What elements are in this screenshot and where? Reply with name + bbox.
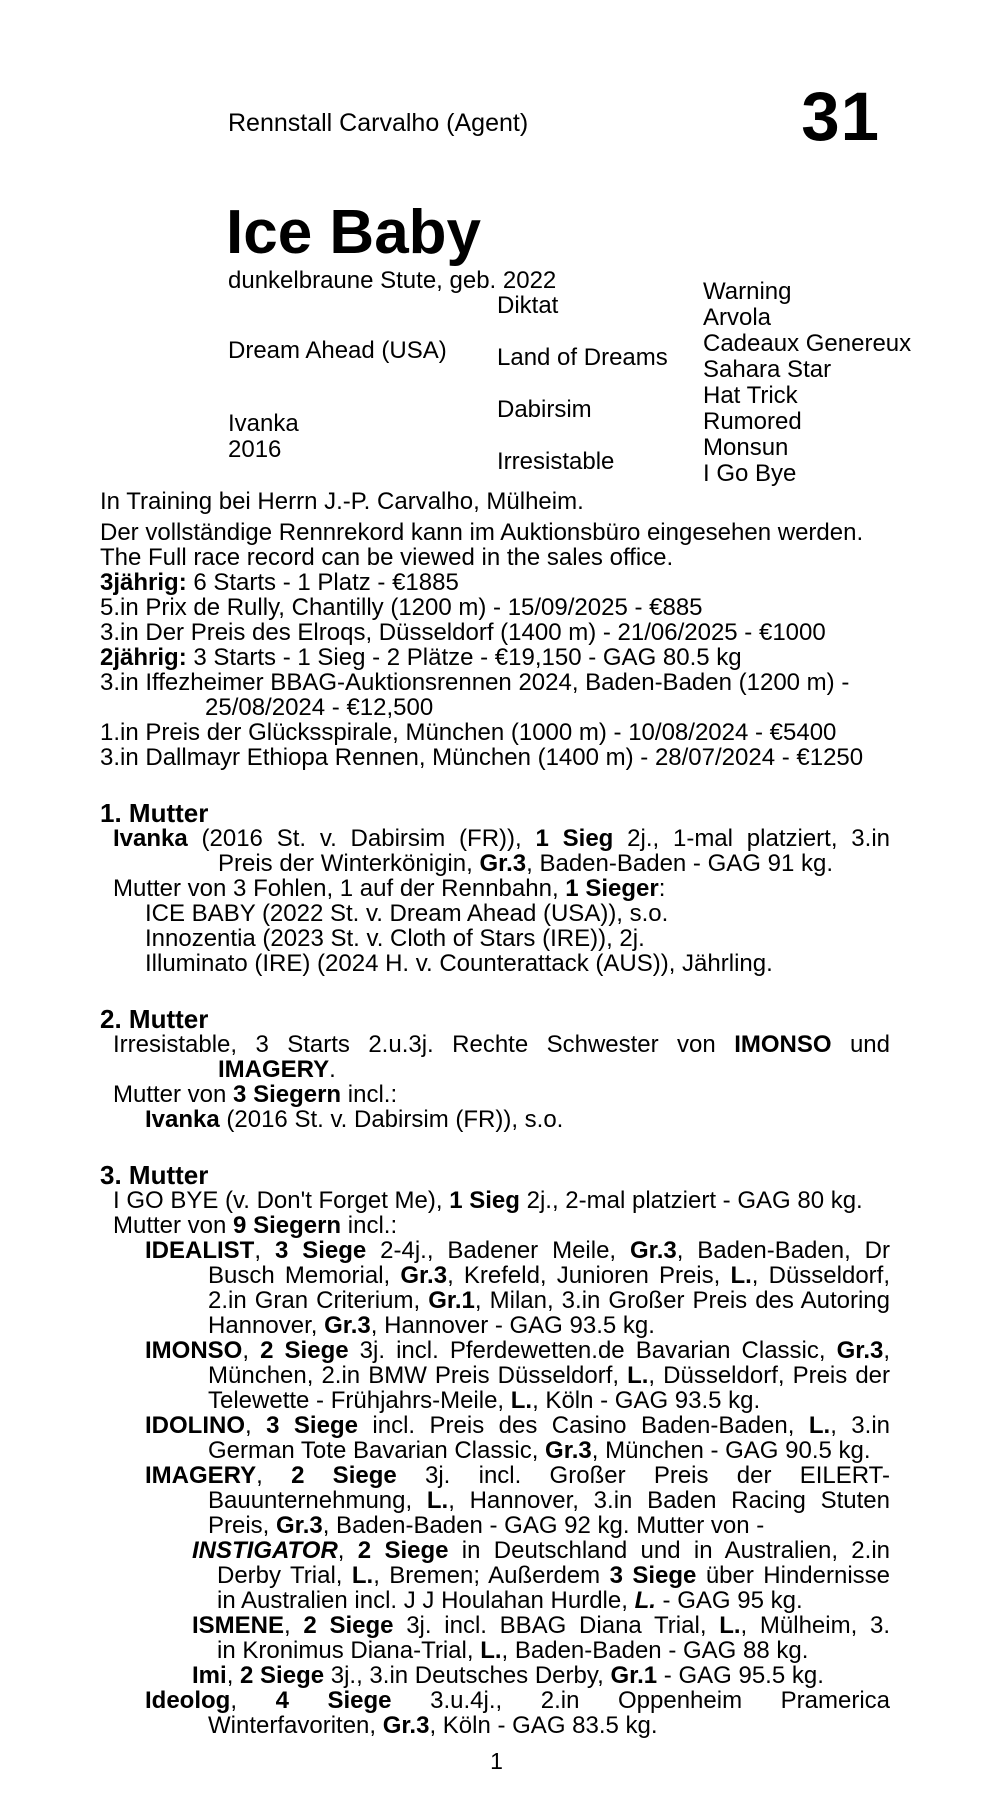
- text-line: Imi, 2 Siege 3j., 3.in Deutsches Derby, Gr.1 - GAG 95.5 kg.: [192, 1662, 824, 1689]
- text-line: 3.in Dallmayr Ethiopa Rennen, München (1400 m) - 28/07/2024 - €1250: [100, 744, 864, 771]
- pedigree-ancestor: I Go Bye: [703, 460, 797, 487]
- text-line: German Tote Bavarian Classic, Gr.3, München - GAG 90.5 kg.: [208, 1437, 871, 1464]
- pedigree-ancestor: Sahara Star: [703, 356, 832, 383]
- pedigree-dam-year: 2016: [228, 436, 282, 463]
- pedigree-dam-dam: Irresistable: [497, 448, 615, 475]
- dam-3-section: [100, 1188, 890, 1738]
- pedigree-sire-name: Dream Ahead (USA): [228, 337, 447, 364]
- text-line: Busch Memorial, Gr.3, Krefeld, Junioren Preis, L., Düsseldorf,: [208, 1262, 890, 1289]
- pedigree-dam-sire: Dabirsim: [497, 396, 592, 423]
- text-line: 25/08/2024 - €12,500: [205, 694, 434, 721]
- text-line: 3.in Der Preis des Elroqs, Düsseldorf (1400 m) - 21/06/2025 - €1000: [100, 619, 826, 646]
- text-line: Irresistable, 3 Starts 2.u.3j. Rechte Schwester von IMONSO und: [113, 1031, 890, 1058]
- text-line: IMAGERY, 2 Siege 3j. incl. Großer Preis der EILERT-: [145, 1462, 890, 1489]
- text-line: 3jährig: 6 Starts - 1 Platz - €1885: [100, 569, 459, 596]
- text-line: Derby Trial, L., Bremen; Außerdem 3 Siege über Hindernisse: [217, 1562, 890, 1589]
- text-line: Ideolog, 4 Siege 3.u.4j., 2.in Oppenheim Pramerica: [145, 1687, 890, 1714]
- text-line: Der vollständige Rennrekord kann im Auktionsbüro eingesehen werden.: [100, 519, 864, 546]
- body-content: [100, 489, 890, 1738]
- text-line: Preis, Gr.3, Baden-Baden - GAG 92 kg. Mutter von -: [208, 1512, 765, 1539]
- text-line: Mutter von 3 Siegern incl.:: [113, 1081, 398, 1108]
- text-line: Illuminato (IRE) (2024 H. v. Counterattack (AUS)), Jährling.: [145, 950, 773, 977]
- consignor-name: Rennstall Carvalho (Agent): [228, 109, 529, 137]
- pedigree-ancestor: Monsun: [703, 434, 789, 461]
- text-line: 5.in Prix de Rully, Chantilly (1200 m) - 15/09/2025 - €885: [100, 594, 703, 621]
- text-line: Innozentia (2023 St. v. Cloth of Stars (IRE)), 2j.: [145, 925, 645, 952]
- text-line: München, 2.in BMW Preis Düsseldorf, L., Düsseldorf, Preis der: [208, 1362, 891, 1389]
- text-line: 1.in Preis der Glücksspirale, München (1000 m) - 10/08/2024 - €5400: [100, 719, 837, 746]
- text-line: Mutter von 9 Siegern incl.:: [113, 1212, 398, 1239]
- horse-description: dunkelbraune Stute, geb. 2022: [228, 267, 557, 294]
- dam-2-section: [100, 1032, 890, 1132]
- pedigree-dam: [228, 411, 299, 463]
- dam-3-heading: 3. Mutter: [100, 1160, 209, 1190]
- pedigree-ancestor: Arvola: [703, 304, 772, 331]
- dam-1-section: [100, 826, 890, 976]
- dam-2-heading: 2. Mutter: [100, 1004, 209, 1034]
- text-line: Mutter von 3 Fohlen, 1 auf der Rennbahn, 1 Sieger:: [113, 875, 666, 902]
- text-line: 2.in Gran Criterium, Gr.1, Milan, 3.in Großer Preis des Autoring: [208, 1287, 891, 1314]
- text-line: Telewette - Frühjahrs-Meile, L., Köln - GAG 93.5 kg.: [208, 1387, 761, 1414]
- text-line: Hannover, Gr.3, Hannover - GAG 93.5 kg.: [208, 1312, 655, 1339]
- text-line: 2jährig: 3 Starts - 1 Sieg - 2 Plätze - €19,150 - GAG 80.5 kg: [100, 644, 742, 671]
- training-note: [100, 489, 890, 514]
- text-line: in Australien incl. J J Houlahan Hurdle, L. - GAG 95 kg.: [217, 1587, 803, 1614]
- text-line: Ivanka (2016 St. v. Dabirsim (FR)), s.o.: [145, 1106, 564, 1133]
- text-line: I GO BYE (v. Don't Forget Me), 1 Sieg 2j., 2-mal platziert - GAG 80 kg.: [113, 1187, 863, 1214]
- text-line: ISMENE, 2 Siege 3j. incl. BBAG Diana Trial, L., Mülheim, 3.: [192, 1612, 890, 1639]
- text-line: INSTIGATOR, 2 Siege in Deutschland und in Australien, 2.in: [192, 1537, 890, 1564]
- text-line: in Kronimus Diana-Trial, L., Baden-Baden - GAG 88 kg.: [217, 1637, 809, 1664]
- text-line: IDOLINO, 3 Siege incl. Preis des Casino Baden-Baden, L., 3.in: [145, 1412, 890, 1439]
- race-record: [100, 520, 890, 770]
- horse-name: Ice Baby: [226, 198, 482, 267]
- pedigree-sire-dam: Land of Dreams: [497, 344, 668, 371]
- pedigree-ancestors: [703, 279, 911, 487]
- text-line: IDEALIST, 3 Siege 2-4j., Badener Meile, Gr.3, Baden-Baden, Dr: [145, 1237, 890, 1264]
- text-line: The Full race record can be viewed in the sales office.: [100, 544, 674, 571]
- text-line: IMONSO, 2 Siege 3j. incl. Pferdewetten.de Bavarian Classic, Gr.3,: [145, 1337, 891, 1364]
- text-line: Bauunternehmung, L., Hannover, 3.in Baden Racing Stuten: [208, 1487, 890, 1514]
- pedigree-sire-sire: Diktat: [497, 292, 559, 319]
- pedigree-ancestor: Hat Trick: [703, 382, 798, 409]
- pedigree-ancestor: Warning: [703, 278, 792, 305]
- text-line: ICE BABY (2022 St. v. Dream Ahead (USA)), s.o.: [145, 900, 669, 927]
- text-line: Winterfavoriten, Gr.3, Köln - GAG 83.5 kg.: [208, 1712, 658, 1739]
- pedigree-ancestor: Rumored: [703, 408, 802, 435]
- pedigree-ancestor: Cadeaux Genereux: [703, 330, 912, 357]
- text-line: Preis der Winterkönigin, Gr.3, Baden-Baden - GAG 91 kg.: [218, 850, 833, 877]
- page-number-footer: 1: [490, 1748, 503, 1774]
- lot-number: 31: [801, 78, 880, 155]
- text-line: 3.in Iffezheimer BBAG-Auktionsrennen 2024, Baden-Baden (1200 m) -: [100, 669, 850, 696]
- pedigree-dam-name: Ivanka: [228, 410, 299, 437]
- text-line: In Training bei Herrn J.-P. Carvalho, Mülheim.: [100, 488, 584, 515]
- dam-1-heading: 1. Mutter: [100, 798, 209, 828]
- text-line: Ivanka (2016 St. v. Dabirsim (FR)), 1 Sieg 2j., 1-mal platziert, 3.in: [113, 825, 890, 852]
- text-line: IMAGERY.: [218, 1056, 336, 1083]
